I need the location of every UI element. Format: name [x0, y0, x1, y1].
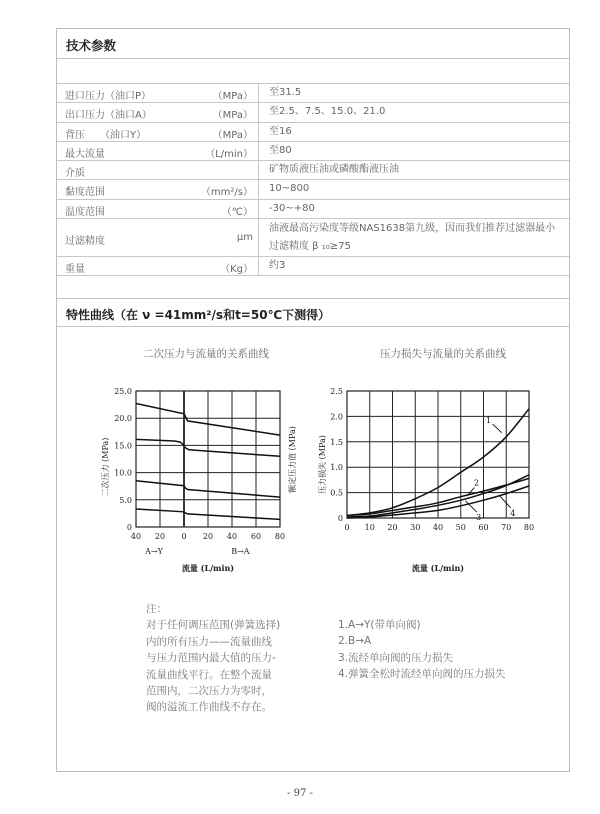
- note-line: 范围内，二次压力为零时，: [146, 685, 272, 698]
- x-tick-label: 40: [130, 532, 142, 541]
- note-line: 流量曲线平行。在整个流量: [146, 668, 272, 681]
- series-label: 1: [486, 416, 492, 426]
- legend-line: 3.流经单向阀的压力损失: [338, 651, 454, 664]
- x-axis-label: 流量 (L/min): [181, 563, 235, 573]
- column-divider: [258, 142, 259, 160]
- param-unit: μm: [236, 232, 253, 244]
- series-label: 2: [473, 478, 479, 488]
- y-axis-label: 二次压力 (MPa): [101, 437, 110, 497]
- param-value: 至31.5: [269, 87, 302, 98]
- param-value: -30~+80: [269, 202, 315, 214]
- direction-label: B→A: [231, 547, 250, 556]
- legend-line: 1.A→Y(带单向阀): [338, 619, 421, 631]
- param-value: 至80: [269, 144, 292, 156]
- x-tick-label: 20: [154, 532, 166, 541]
- chart-title-right: 压力损失与流量的关系曲线: [380, 348, 506, 360]
- param-row: [57, 123, 569, 142]
- param-row: [57, 219, 569, 257]
- blank-row: [57, 273, 569, 299]
- note-line: 阀的溢流工作曲线不存在。: [146, 701, 272, 714]
- param-name: 出口压力（油口A）: [65, 110, 152, 122]
- section-header-tech-params: [57, 29, 569, 59]
- note-line: 对于任何调压范围(弹簧选择): [146, 619, 281, 632]
- parameter-table: [57, 84, 569, 276]
- y-tick-label: 1.0: [330, 463, 343, 473]
- x-tick-label: 60: [250, 532, 262, 541]
- section-title: 技术参数: [66, 38, 117, 53]
- column-divider: [258, 200, 259, 218]
- column-divider: [258, 219, 259, 256]
- direction-label: A→Y: [145, 547, 163, 556]
- y-tick-label: 0.5: [330, 488, 343, 498]
- x-tick-label: 20: [202, 532, 214, 541]
- column-divider: [258, 180, 259, 198]
- param-row: [57, 200, 569, 219]
- legend-line: 4.弹簧全松时流经单向阀的压力损失: [338, 668, 506, 681]
- x-tick-label: 20: [387, 523, 398, 532]
- x-tick-label: 30: [410, 523, 421, 532]
- param-unit: （mm²/s）: [200, 187, 253, 199]
- param-value: 矿物质液压油或磷酸酯液压油: [269, 164, 399, 176]
- y-tick-label: 1.5: [330, 437, 343, 447]
- note-line: 与压力范围内最大值的压力-: [146, 652, 276, 665]
- param-unit: （MPa）: [212, 110, 253, 122]
- y-tick-label: 20.0: [114, 414, 132, 424]
- y-tick-label: 25.0: [114, 387, 132, 396]
- section-header-curves: [57, 299, 569, 327]
- x-tick-label: 60: [478, 523, 489, 532]
- param-row: [57, 161, 569, 180]
- y-tick-label: 10.0: [114, 468, 132, 478]
- param-value: 至16: [269, 125, 292, 137]
- y-tick-label: 15.0: [114, 441, 132, 451]
- y-tick-label: 2.5: [330, 387, 343, 396]
- y-tick-label: 5.0: [119, 495, 132, 505]
- param-unit: （L/min）: [205, 148, 253, 160]
- param-row: [57, 142, 569, 161]
- page-number: - 97 -: [287, 788, 313, 799]
- param-unit: （MPa）: [212, 129, 253, 141]
- param-name: 重量: [65, 264, 85, 276]
- param-name: 过滤精度: [65, 236, 105, 248]
- x-tick-label: 0: [344, 523, 350, 532]
- param-row: [57, 103, 569, 122]
- column-divider: [258, 103, 259, 121]
- y-axis-label: 压力损失 (MPa): [318, 435, 327, 494]
- param-name: 介质: [65, 168, 85, 180]
- param-name: 最大流量: [65, 148, 105, 160]
- param-row: [57, 84, 569, 103]
- y-tick-label: 0: [126, 523, 132, 532]
- param-name: 温度范围: [65, 206, 105, 218]
- column-divider: [258, 123, 259, 141]
- param-name: 进口压力（油口P）: [65, 91, 152, 102]
- x-tick-label: 40: [226, 532, 238, 541]
- y-tick-label: 0: [337, 514, 343, 523]
- y-axis-label-secondary: 额定压力值 (MPa): [288, 426, 297, 493]
- x-tick-label: 80: [523, 523, 535, 532]
- chart-title-left: 二次压力与流量的关系曲线: [143, 348, 269, 360]
- param-unit: （MPa）: [212, 91, 253, 102]
- x-tick-label: 40: [432, 523, 444, 532]
- param-name: 黏度范围: [65, 187, 105, 199]
- param-unit: （Kg）: [220, 264, 253, 276]
- y-tick-label: 2.0: [330, 412, 343, 422]
- x-tick-label: 10: [364, 523, 375, 532]
- series-label: 3: [476, 512, 482, 522]
- param-value: 油液最高污染度等级NAS1638第九级，因而我们推荐过滤器最小过滤精度 β ₁₀≥75: [269, 223, 556, 253]
- blank-row: [57, 59, 569, 84]
- param-row: [57, 180, 569, 199]
- notes-left: [146, 601, 280, 716]
- param-value: 10~800: [269, 183, 310, 195]
- note-line: 内的所有压力——流量曲线: [146, 635, 272, 648]
- x-tick-label: 50: [455, 523, 466, 532]
- param-name: 背压 （油口Y）: [65, 129, 147, 141]
- x-tick-label: 80: [274, 532, 286, 541]
- notes-right: [338, 617, 506, 683]
- column-divider: [258, 161, 259, 179]
- param-unit: （℃）: [221, 206, 253, 218]
- note-line: 注：: [146, 603, 167, 615]
- x-tick-label: 0: [181, 532, 187, 541]
- legend-line: 2.B→A: [338, 635, 372, 648]
- x-tick-label: 70: [501, 523, 512, 532]
- param-value: 约3: [269, 260, 286, 272]
- section-title: 特性曲线（在 ν =41mm²/s和t=50℃下测得）: [66, 308, 331, 322]
- column-divider: [258, 84, 259, 102]
- series-label: 4: [510, 508, 516, 518]
- x-axis-label: 流量 (L/min): [411, 563, 465, 573]
- param-value: 至2.5、7.5、15.0、21.0: [269, 106, 386, 118]
